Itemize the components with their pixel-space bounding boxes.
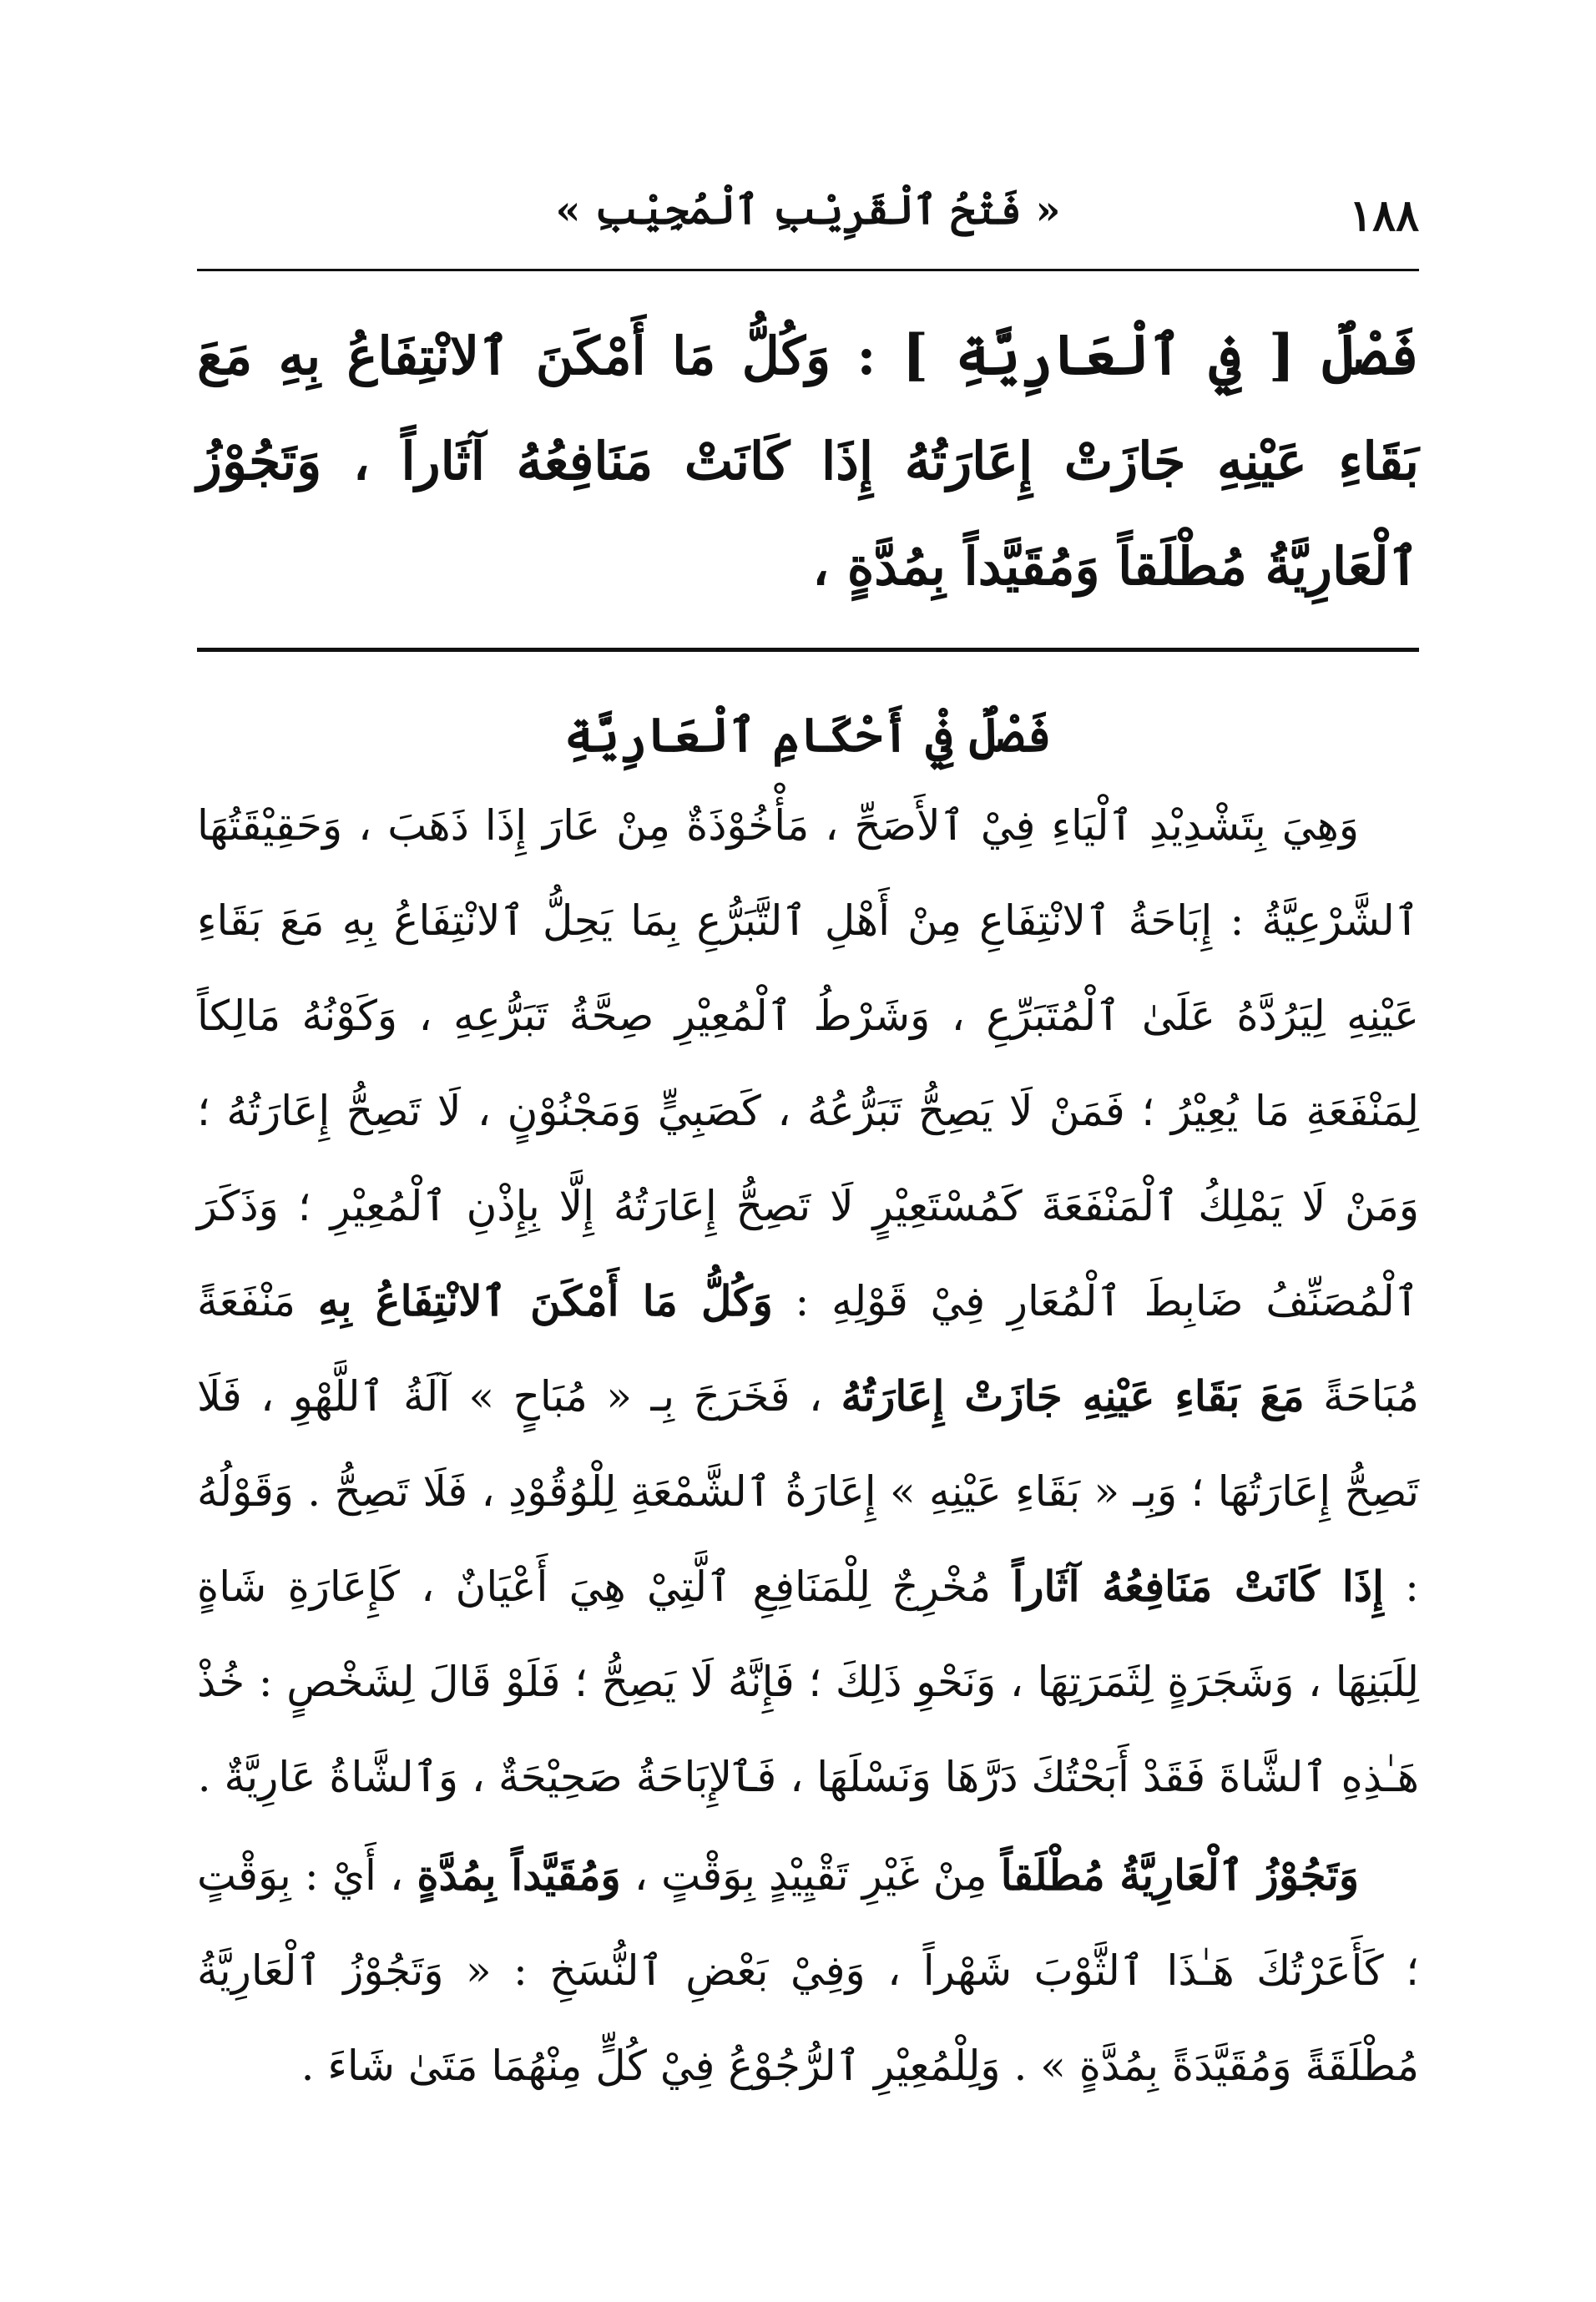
commentary-text: مِنْ غَيْرِ تَقْيِيْدٍ بِوَقْتٍ ،: [620, 1851, 1001, 1900]
commentary-paragraph-1: [197, 778, 1419, 1825]
matn-quote: وَتَجُوْزُ ٱلْعَارِيَّةُ مُطْلَقاً: [1000, 1850, 1359, 1900]
page-number: ١٨٨: [1349, 190, 1419, 241]
matn-section-heading: فَصْلٌ [ فِي ٱلْعَارِيَّةِ ]: [902, 322, 1420, 387]
header-rule: [197, 269, 1419, 271]
commentary-text: ، أَيْ : بِوَقْتٍ ؛ كَأَعَرْتُكَ هَـٰذَا ٱلثَّوْبَ شَهْراً ، وَفِيْ بَعْضِ ٱلنُّسَخِ : « وَتَجُوْزُ ٱلْعَارِيَّةُ مُطْلَقَةً وَمُقَيَّدَةً بِمُدَّةٍ » . وَلِلْمُعِيْرِ ٱلرُّجُوْعُ فِيْ كُلٍّ مِنْهُمَا مَتَىٰ شَاءَ .: [197, 1851, 1419, 2090]
matn-body: : وَكُلُّ مَا أَمْكَنَ ٱلانْتِفَاعُ بِهِ مَعَ بَقَاءِ عَيْنِهِ جَازَتْ إِعَارَتُهُ إِذَا كَانَتْ مَنَافِعُهُ آثَاراً ، وَتَجُوْزُ ٱلْعَارِيَّةُ مُطْلَقاً وَمُقَيَّداً بِمُدَّةٍ ،: [197, 326, 1419, 597]
matn-quote: مَعَ بَقَاءِ عَيْنِهِ جَازَتْ إِعَارَتُهُ: [841, 1371, 1305, 1421]
commentary-text: مَنْفَعَةً مُبَاحَةً: [197, 1277, 1419, 1421]
commentary: [197, 698, 1419, 2113]
commentary-text: ، فَخَرَجَ بِـ « مُبَاحٍ » آلَةُ ٱللَّهْوِ ، فَلَا تَصِحُّ إِعَارَتُهَا ؛ وَبِـ « بَقَاءِ عَيْنِهِ » إِعَارَةُ ٱلشَّمْعَةِ لِلْوُقُوْدِ ، فَلَا تَصِحُّ . وَقَوْلُهُ :: [197, 1372, 1419, 1611]
matn-sharh-divider: [197, 648, 1419, 652]
matn-quote: إِذَا كَانَتْ مَنَافِعُهُ آثَاراً: [1012, 1562, 1384, 1611]
running-title: « فَتْحُ ٱلْقَرِيْبِ ٱلْمُجِيْبِ »: [555, 187, 1061, 234]
page-header: [197, 179, 1419, 270]
commentary-text: مُخْرِجٌ لِلْمَنَافِعِ ٱلَّتِيْ هِيَ أَعْيَانٌ ، كَإِعَارَةِ شَاةٍ لِلَبَنِهَا ، وَشَجَرَةٍ لِثَمَرَتِهَا ، وَنَحْوِ ذَلِكَ ؛ فَإِنَّهُ لَا يَصِحُّ ؛ فَلَوْ قَالَ لِشَخْصٍ : خُذْ هَـٰذِهِ ٱلشَّاةَ فَقَدْ أَبَحْتُكَ دَرَّهَا وَنَسْلَهَا ، فَٱلإِبَاحَةُ صَحِيْحَةٌ ، وَٱلشَّاةُ عَارِيَّةٌ .: [197, 1562, 1419, 1801]
matn-quote: وَكُلُّ مَا أَمْكَنَ ٱلانْتِفَاعُ بِهِ: [317, 1276, 773, 1325]
matn-quote: وَمُقَيَّداً بِمُدَّةٍ: [417, 1850, 621, 1900]
commentary-text: وَهِيَ بِتَشْدِيْدِ ٱلْيَاءِ فِيْ ٱلأَصَحِّ ، مَأْخُوْذَةٌ مِنْ عَارَ إِذَا ذَهَبَ ، وَحَقِيْقَتُهَا ٱلشَّرْعِيَّةُ : إِبَاحَةُ ٱلانْتِفَاعِ مِنْ أَهْلِ ٱلتَّبَرُّعِ بِمَا يَحِلُّ ٱلانْتِفَاعُ بِهِ مَعَ بَقَاءِ عَيْنِهِ لِيَرُدَّهُ عَلَىٰ ٱلْمُتَبَرِّعِ ، وَشَرْطُ ٱلْمُعِيْرِ صِحَّةُ تَبَرُّعِهِ ، وَكَوْنُهُ مَالِكاً لِمَنْفَعَةِ مَا يُعِيْرُ ؛ فَمَنْ لَا يَصِحُّ تَبَرُّعُهُ ، كَصَبِيٍّ وَمَجْنُوْنٍ ، لَا تَصِحُّ إِعَارَتُهُ ؛ وَمَنْ لَا يَمْلِكُ ٱلْمَنْفَعَةَ كَمُسْتَعِيْرٍ لَا تَصِحُّ إِعَارَتُهُ إِلَّا بِإِذْنِ ٱلْمُعِيْرِ ؛ وَذَكَرَ ٱلْمُصَنِّفُ ضَابِطَ ٱلْمُعَارِ فِيْ قَوْلِهِ :: [197, 801, 1419, 1325]
matn-text: [197, 302, 1419, 619]
commentary-paragraph-2: [197, 1828, 1419, 2113]
commentary-heading: فَصْلٌ فِيْ أَحْكَامِ ٱلْعَارِيَّةِ: [564, 708, 1052, 763]
